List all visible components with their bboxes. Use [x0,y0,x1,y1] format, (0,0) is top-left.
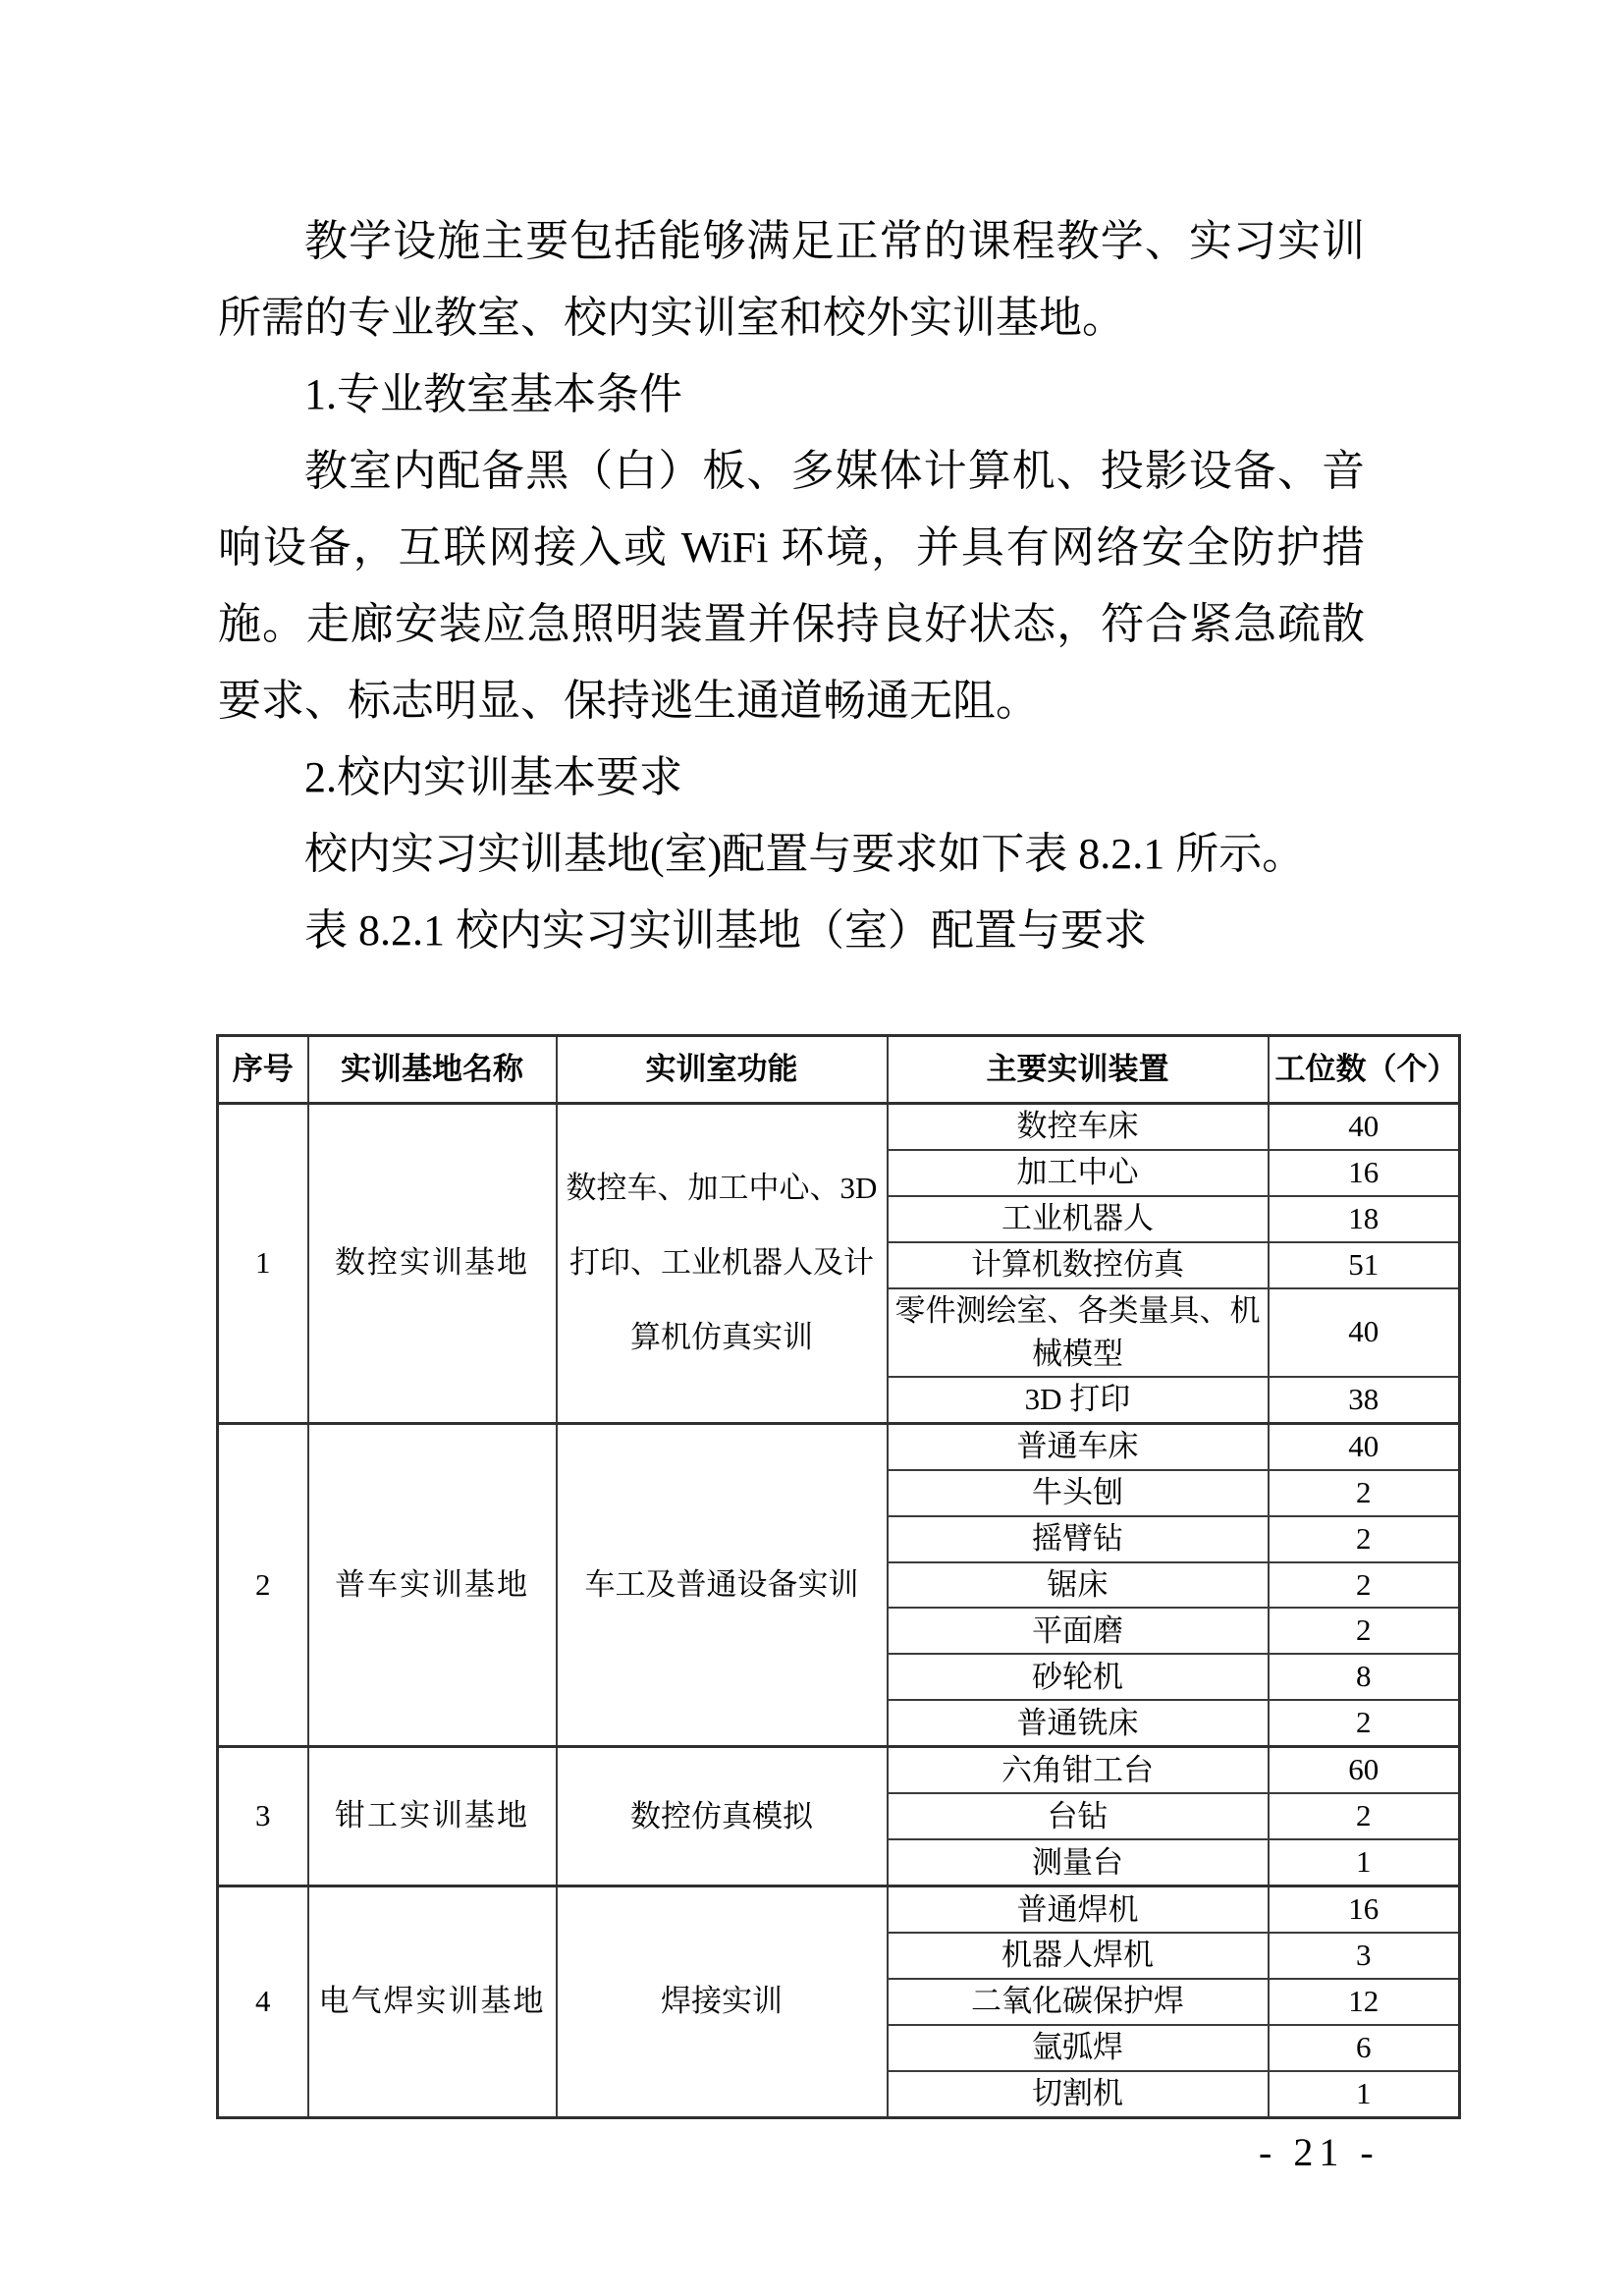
cell-station-count: 6 [1269,2025,1460,2071]
body-text [218,203,1365,969]
column-header-1: 序号 [218,1036,308,1104]
table-caption: 表 8.2.1 校内实习实训基地（室）配置与要求 [304,906,1147,955]
cell-device-name: 砂轮机 [888,1654,1269,1700]
page-number: - 21 - [1259,2130,1380,2174]
cell-station-count: 2 [1269,1562,1460,1609]
table-row [218,1747,1460,1793]
cell-device-name: 加工中心 [888,1150,1269,1196]
text-line-4: 教室内配备黑（白）板、多媒体计算机、投影设备、音 [304,447,1365,495]
cell-device-name: 平面磨 [888,1608,1269,1654]
cell-station-count: 40 [1269,1104,1460,1150]
cell-station-count: 60 [1269,1747,1460,1793]
cell-room-function: 焊接实训 [557,1886,888,2118]
cell-device-name: 普通铣床 [888,1700,1269,1746]
text-line-3: 1.专业教室基本条件 [304,370,682,418]
facilities-table-header [218,1036,1460,1104]
table-row [218,1423,1460,1469]
facilities-table [216,1034,1461,2119]
table-row [218,1104,1460,1150]
cell-device-name: 零件测绘室、各类量具、机械模型 [888,1288,1269,1377]
cell-room-function: 车工及普通设备实训 [557,1423,888,1747]
text-line-7: 要求、标志明显、保持逃生通道畅通无阻。 [218,677,1039,725]
cell-station-count: 40 [1269,1288,1460,1377]
cell-device-name: 切割机 [888,2071,1269,2117]
text-line-6: 施。走廊安装应急照明装置并保持良好状态，符合紧急疏散 [218,600,1365,648]
cell-serial-number: 1 [218,1104,308,1424]
cell-station-count: 1 [1269,2071,1460,2117]
cell-station-count: 16 [1269,1150,1460,1196]
header-row [218,1036,1460,1104]
table-row [218,1886,1460,1933]
cell-device-name: 牛头刨 [888,1470,1269,1516]
cell-serial-number: 4 [218,1886,308,2118]
cell-station-count: 2 [1269,1608,1460,1654]
cell-base-name: 普车实训基地 [308,1423,557,1747]
cell-device-name: 计算机数控仿真 [888,1242,1269,1288]
cell-serial-number: 3 [218,1747,308,1886]
cell-device-name: 3D 打印 [888,1377,1269,1423]
cell-station-count: 2 [1269,1700,1460,1746]
column-header-2: 实训基地名称 [308,1036,557,1104]
cell-device-name: 摇臂钻 [888,1516,1269,1562]
cell-device-name: 氩弧焊 [888,2025,1269,2071]
column-header-5: 工位数（个） [1269,1036,1460,1104]
cell-device-name: 数控车床 [888,1104,1269,1150]
cell-station-count: 18 [1269,1196,1460,1242]
cell-station-count: 16 [1269,1886,1460,1933]
cell-station-count: 12 [1269,1979,1460,2025]
facilities-table-body [218,1104,1460,2118]
column-header-3: 实训室功能 [557,1036,888,1104]
cell-device-name: 台钻 [888,1793,1269,1839]
cell-base-name: 数控实训基地 [308,1104,557,1424]
cell-base-name: 电气焊实训基地 [308,1886,557,2118]
text-line-5: 响设备，互联网接入或 WiFi 环境，并具有网络安全防护措 [218,523,1365,572]
cell-device-name: 六角钳工台 [888,1747,1269,1793]
cell-serial-number: 2 [218,1423,308,1747]
cell-station-count: 1 [1269,1839,1460,1886]
cell-device-name: 机器人焊机 [888,1933,1269,1979]
cell-station-count: 2 [1269,1793,1460,1839]
cell-device-name: 二氧化碳保护焊 [888,1979,1269,2025]
cell-room-function: 数控仿真模拟 [557,1747,888,1886]
cell-station-count: 2 [1269,1470,1460,1516]
cell-device-name: 测量台 [888,1839,1269,1886]
cell-room-function: 数控车、加工中心、3D打印、工业机器人及计算机仿真实训 [557,1104,888,1424]
cell-station-count: 40 [1269,1423,1460,1469]
column-header-4: 主要实训装置 [888,1036,1269,1104]
text-line-1: 教学设施主要包括能够满足正常的课程教学、实习实训 [304,217,1365,265]
cell-station-count: 8 [1269,1654,1460,1700]
cell-device-name: 工业机器人 [888,1196,1269,1242]
cell-device-name: 普通车床 [888,1423,1269,1469]
cell-station-count: 2 [1269,1516,1460,1562]
cell-station-count: 38 [1269,1377,1460,1423]
cell-base-name: 钳工实训基地 [308,1747,557,1886]
cell-station-count: 51 [1269,1242,1460,1288]
cell-station-count: 3 [1269,1933,1460,1979]
cell-device-name: 普通焊机 [888,1886,1269,1933]
text-line-9: 校内实习实训基地(室)配置与要求如下表 8.2.1 所示。 [304,830,1306,878]
text-line-2: 所需的专业教室、校内实训室和校外实训基地。 [218,294,1125,342]
text-line-8: 2.校内实训基本要求 [304,753,682,801]
cell-device-name: 锯床 [888,1562,1269,1609]
